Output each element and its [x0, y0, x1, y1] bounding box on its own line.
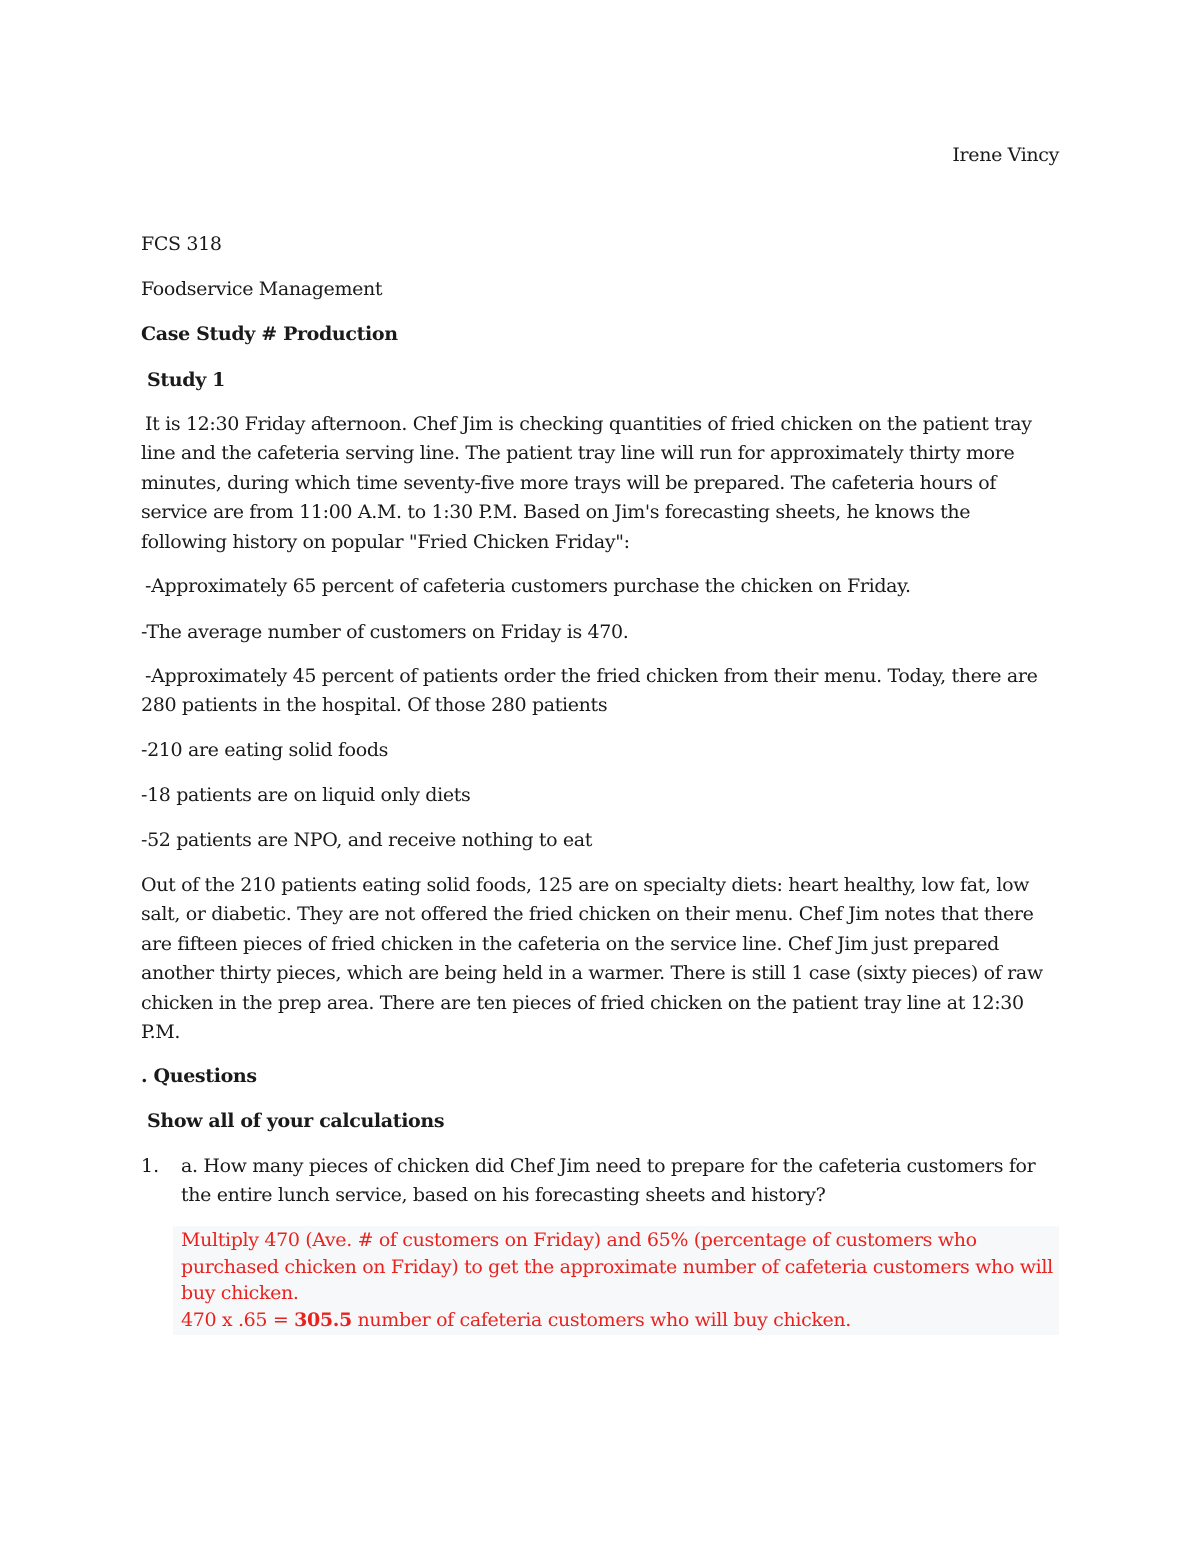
scenario-line: following history on popular "Fried Chicken Friday": [141, 530, 630, 553]
answer-line: buy chicken. [181, 1282, 299, 1305]
answer-line: purchased chicken on Friday) to get the approximate number of cafeteria customers who will [181, 1255, 1053, 1278]
instruction-heading: Show all of your calculations [147, 1110, 445, 1132]
fact-solid-foods: -210 are eating solid foods [141, 739, 389, 761]
questions-heading: . Questions [141, 1065, 257, 1087]
scenario-paragraph [141, 410, 1056, 557]
scenario-line: minutes, during which time seventy-five more trays will be prepared. The cafeteria hours of [141, 471, 997, 494]
course-code: FCS 318 [141, 233, 222, 255]
fact-average-customers: -The average number of customers on Friday is 470. [141, 621, 629, 643]
details-line: salt, or diabetic. They are not offered the fried chicken on their menu. Chef Jim notes that there [141, 903, 1034, 926]
answer-text [181, 1227, 1061, 1333]
details-line: another thirty pieces, which are being held in a warmer. There is still 1 case (sixty pieces) of raw [141, 962, 1043, 985]
author-name: Irene Vincy [952, 144, 1059, 166]
details-line: are fifteen pieces of fried chicken in the cafeteria on the service line. Chef Jim just prepared [141, 932, 999, 955]
question-line: a. How many pieces of chicken did Chef Jim need to prepare for the cafeteria customers for [181, 1155, 1036, 1177]
details-paragraph [141, 871, 1056, 1047]
calc-prefix: 470 x .65 = [181, 1308, 295, 1331]
answer-line: Multiply 470 (Ave. # of customers on Friday) and 65% (percentage of customers who [181, 1229, 977, 1251]
question-number: 1. [141, 1155, 160, 1177]
fact-patient-percent [141, 662, 1056, 721]
answer-calculation [181, 1307, 1061, 1334]
scenario-line: service are from 11:00 A.M. to 1:30 P.M. Based on Jim's forecasting sheets, he knows the [141, 501, 971, 524]
scenario-line: It is 12:30 Friday afternoon. Chef Jim is checking quantities of fried chicken on the patient tray [145, 413, 1032, 435]
fact-npo: -52 patients are NPO, and receive nothing to eat [141, 829, 593, 851]
course-name: Foodservice Management [141, 278, 383, 300]
fact-liquid-diets: -18 patients are on liquid only diets [141, 784, 471, 806]
fact-line: 280 patients in the hospital. Of those 280 patients [141, 694, 608, 717]
details-line: Out of the 210 patients eating solid foods, 125 are on specialty diets: heart healthy, low fat, low [141, 874, 1030, 896]
calc-result: 305.5 [294, 1308, 352, 1331]
study-heading: Study 1 [147, 369, 226, 391]
fact-cafeteria-percent: -Approximately 65 percent of cafeteria customers purchase the chicken on Friday. [145, 575, 911, 597]
assignment-title: Case Study # Production [141, 323, 398, 345]
details-line: P.M. [141, 1021, 181, 1044]
question-1a [181, 1152, 1061, 1211]
scenario-line: line and the cafeteria serving line. The patient tray line will run for approximately thirty more [141, 442, 1015, 465]
calc-suffix: number of cafeteria customers who will buy chicken. [351, 1308, 851, 1331]
details-line: chicken in the prep area. There are ten pieces of fried chicken on the patient tray line at 12:30 [141, 991, 1024, 1014]
question-line: the entire lunch service, based on his forecasting sheets and history? [181, 1184, 826, 1207]
fact-line: -Approximately 45 percent of patients order the fried chicken from their menu. Today, there are [145, 665, 1038, 687]
